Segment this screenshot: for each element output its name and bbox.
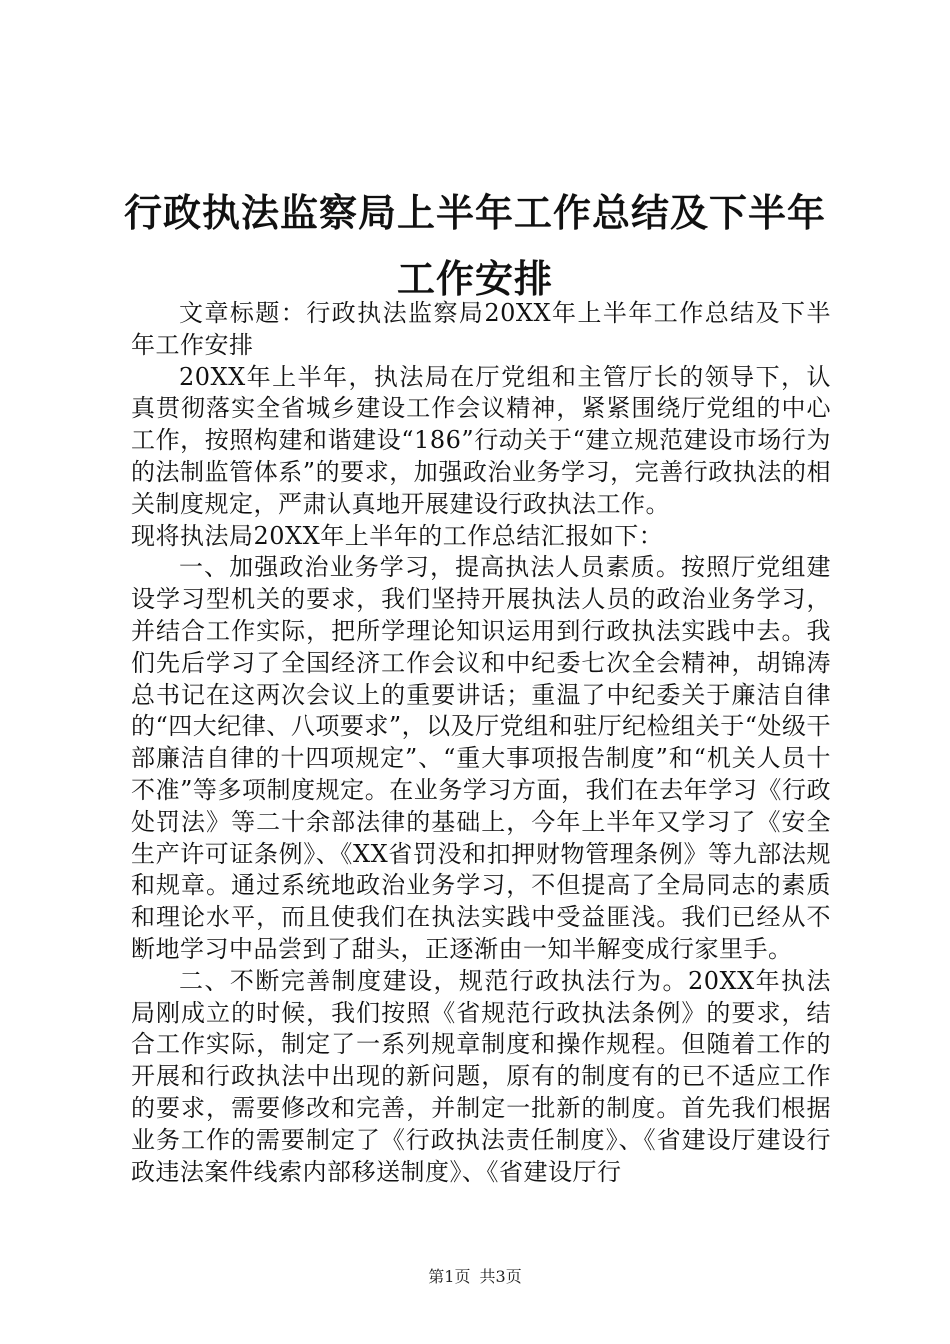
document-body	[131, 298, 831, 1188]
page-footer	[0, 1267, 950, 1287]
page-number: 第1页	[428, 1267, 471, 1286]
article-title-line: 文章标题：行政执法监察局20XX年上半年工作总结及下半年工作安排	[131, 299, 831, 359]
report-lead-line: 现将执法局20XX年上半年的工作总结汇报如下：	[131, 521, 664, 550]
page-total: 共3页	[479, 1267, 522, 1286]
intro-paragraph: 20XX年上半年，执法局在厅党组和主管厅长的领导下，认真贯彻落实全省城乡建设工作会议精神，紧紧围绕厅党组的中心工作，按照构建和谐建设“186”行动关于“建立规范建设市场行为的法制监管体系”的要求，加强政治业务学习，完善行政执法的相关制度规定，严肃认真地开展建设行政执法工作。	[131, 362, 831, 518]
document-title: 行政执法监察局上半年工作总结及下半年工作安排	[123, 190, 826, 301]
section-two-paragraph: 二、不断完善制度建设，规范行政执法行为。20XX年执法局刚成立的时候，我们按照《省规范行政执法条例》的要求，结合工作实际，制定了一系列规章制度和操作规程。但随着工作的开展和行政执法中出现的新问题，原有的制度有的已不适应工作的要求，需要修改和完善，并制定一批新的制度。首先我们根据业务工作的需要制定了《行政执法责任制度》、《省建设厅建设行政违法案件线索内部移送制度》、《省建设厅行	[131, 966, 831, 1186]
section-one-paragraph: 一、加强政治业务学习，提高执法人员素质。按照厅党组建设学习型机关的要求，我们坚持开展执法人员的政治业务学习，并结合工作实际，把所学理论知识运用到行政执法实践中去。我们先后学习了全国经济工作会议和中纪委七次全会精神，胡锦涛总书记在这两次会议上的重要讲话；重温了中纪委关于廉洁自律的“四大纪律、八项要求”，以及厅党组和驻厅纪检组关于“处级干部廉洁自律的十四项规定”、“重大事项报告制度”和“机关人员十不准”等多项制度规定。在业务学习方面，我们在去年学习《行政处罚法》等二十余部法律的基础上，今年上半年又学习了《安全生产许可证条例》、《XX省罚没和扣押财物管理条例》等九部法规和规章。通过系统地政治业务学习，不但提高了全局同志的素质和理论水平，而且使我们在执法实践中受益匪浅。我们已经从不断地学习中品尝到了甜头，正逐渐由一知半解变成行家里手。	[131, 553, 831, 963]
